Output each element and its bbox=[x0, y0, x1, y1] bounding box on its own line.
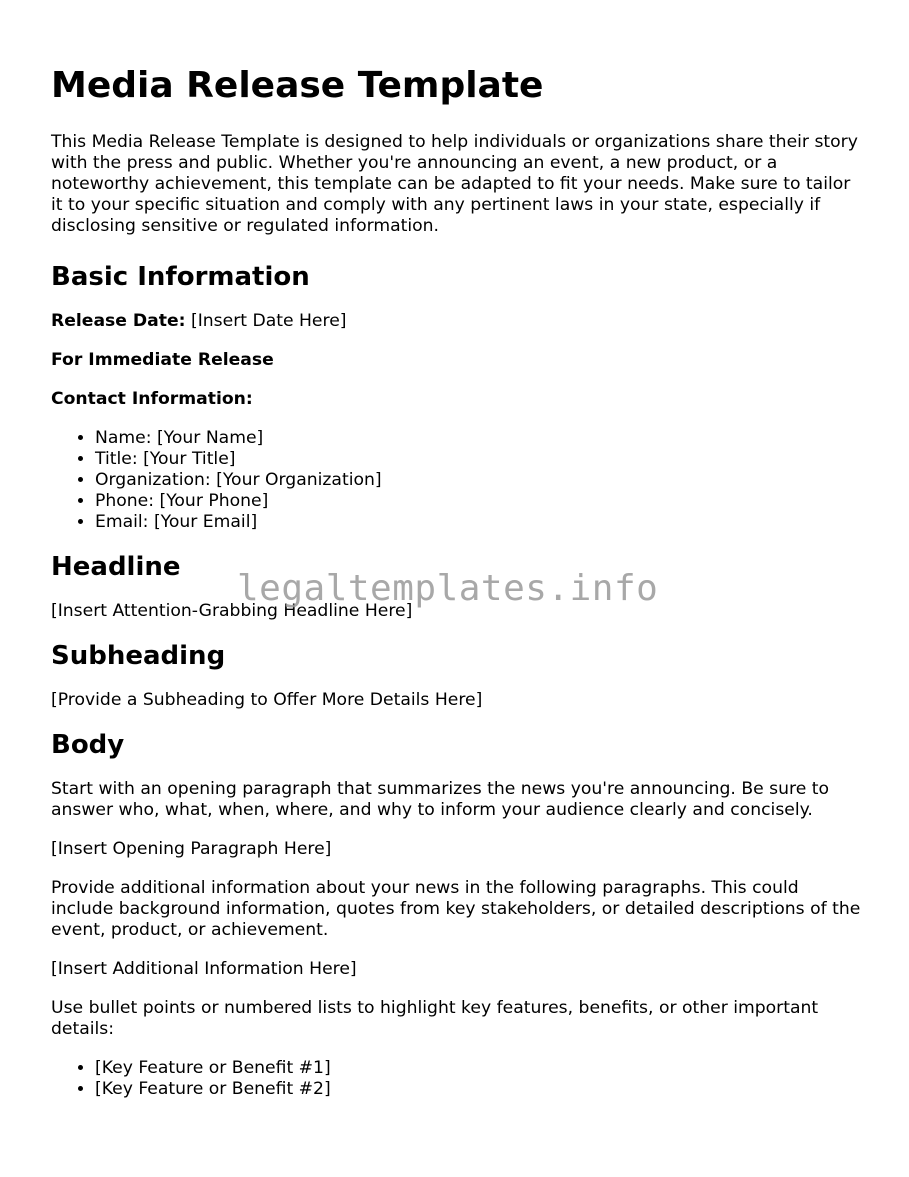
body-paragraph-3: Provide additional information about your news in the following paragraphs. This could include background information, quotes from key stakeholders, or detailed descriptions of the event, product, or achievement. bbox=[51, 878, 861, 940]
subheading-placeholder: [Provide a Subheading to Offer More Details Here] bbox=[51, 690, 483, 710]
headline-placeholder: [Insert Attention-Grabbing Headline Here] bbox=[51, 601, 413, 621]
page-title: Media Release Template bbox=[51, 65, 544, 106]
body-paragraph-4: [Insert Additional Information Here] bbox=[51, 959, 357, 979]
contact-email: • Email: [Your Email] bbox=[95, 512, 863, 533]
feature-item: • [Key Feature or Benefit #1] bbox=[95, 1058, 863, 1079]
body-paragraph-5: Use bullet points or numbered lists to highlight key features, benefits, or other important details: bbox=[51, 998, 819, 1039]
contact-title: • Title: [Your Title] bbox=[95, 449, 863, 470]
contact-list bbox=[51, 428, 863, 533]
headline-heading: Headline bbox=[51, 552, 181, 582]
contact-phone: • Phone: [Your Phone] bbox=[95, 491, 863, 512]
subheading-heading: Subheading bbox=[51, 641, 226, 671]
contact-name: • Name: [Your Name] bbox=[95, 428, 863, 449]
immediate-release-text: For Immediate Release bbox=[51, 350, 274, 370]
intro-paragraph: This Media Release Template is designed to help individuals or organizations share their story with the press and public. Whether you're announcing an event, a new product, or a noteworthy achievement, this template can be adapted to fit your needs. Make sure to tailor it to your specific situation and comply with any pertinent laws in your state, especially if disclosing sensitive or regulated information. bbox=[51, 132, 858, 236]
release-date-line bbox=[51, 311, 863, 332]
contact-information-label: Contact Information: bbox=[51, 389, 253, 409]
release-date-value: [Insert Date Here] bbox=[185, 311, 347, 331]
release-date-label: Release Date: bbox=[51, 311, 186, 331]
feature-list bbox=[51, 1058, 863, 1100]
body-paragraph-1: Start with an opening paragraph that summarizes the news you're announcing. Be sure to answer who, what, when, where, and why to inform your audience clearly and concisely. bbox=[51, 779, 829, 820]
body-paragraph-2: [Insert Opening Paragraph Here] bbox=[51, 839, 332, 859]
basic-information-heading: Basic Information bbox=[51, 262, 310, 292]
body-heading: Body bbox=[51, 730, 125, 760]
watermark: legaltemplates.info bbox=[237, 568, 659, 609]
contact-organization: • Organization: [Your Organization] bbox=[95, 470, 863, 491]
feature-item: • [Key Feature or Benefit #2] bbox=[95, 1079, 863, 1100]
